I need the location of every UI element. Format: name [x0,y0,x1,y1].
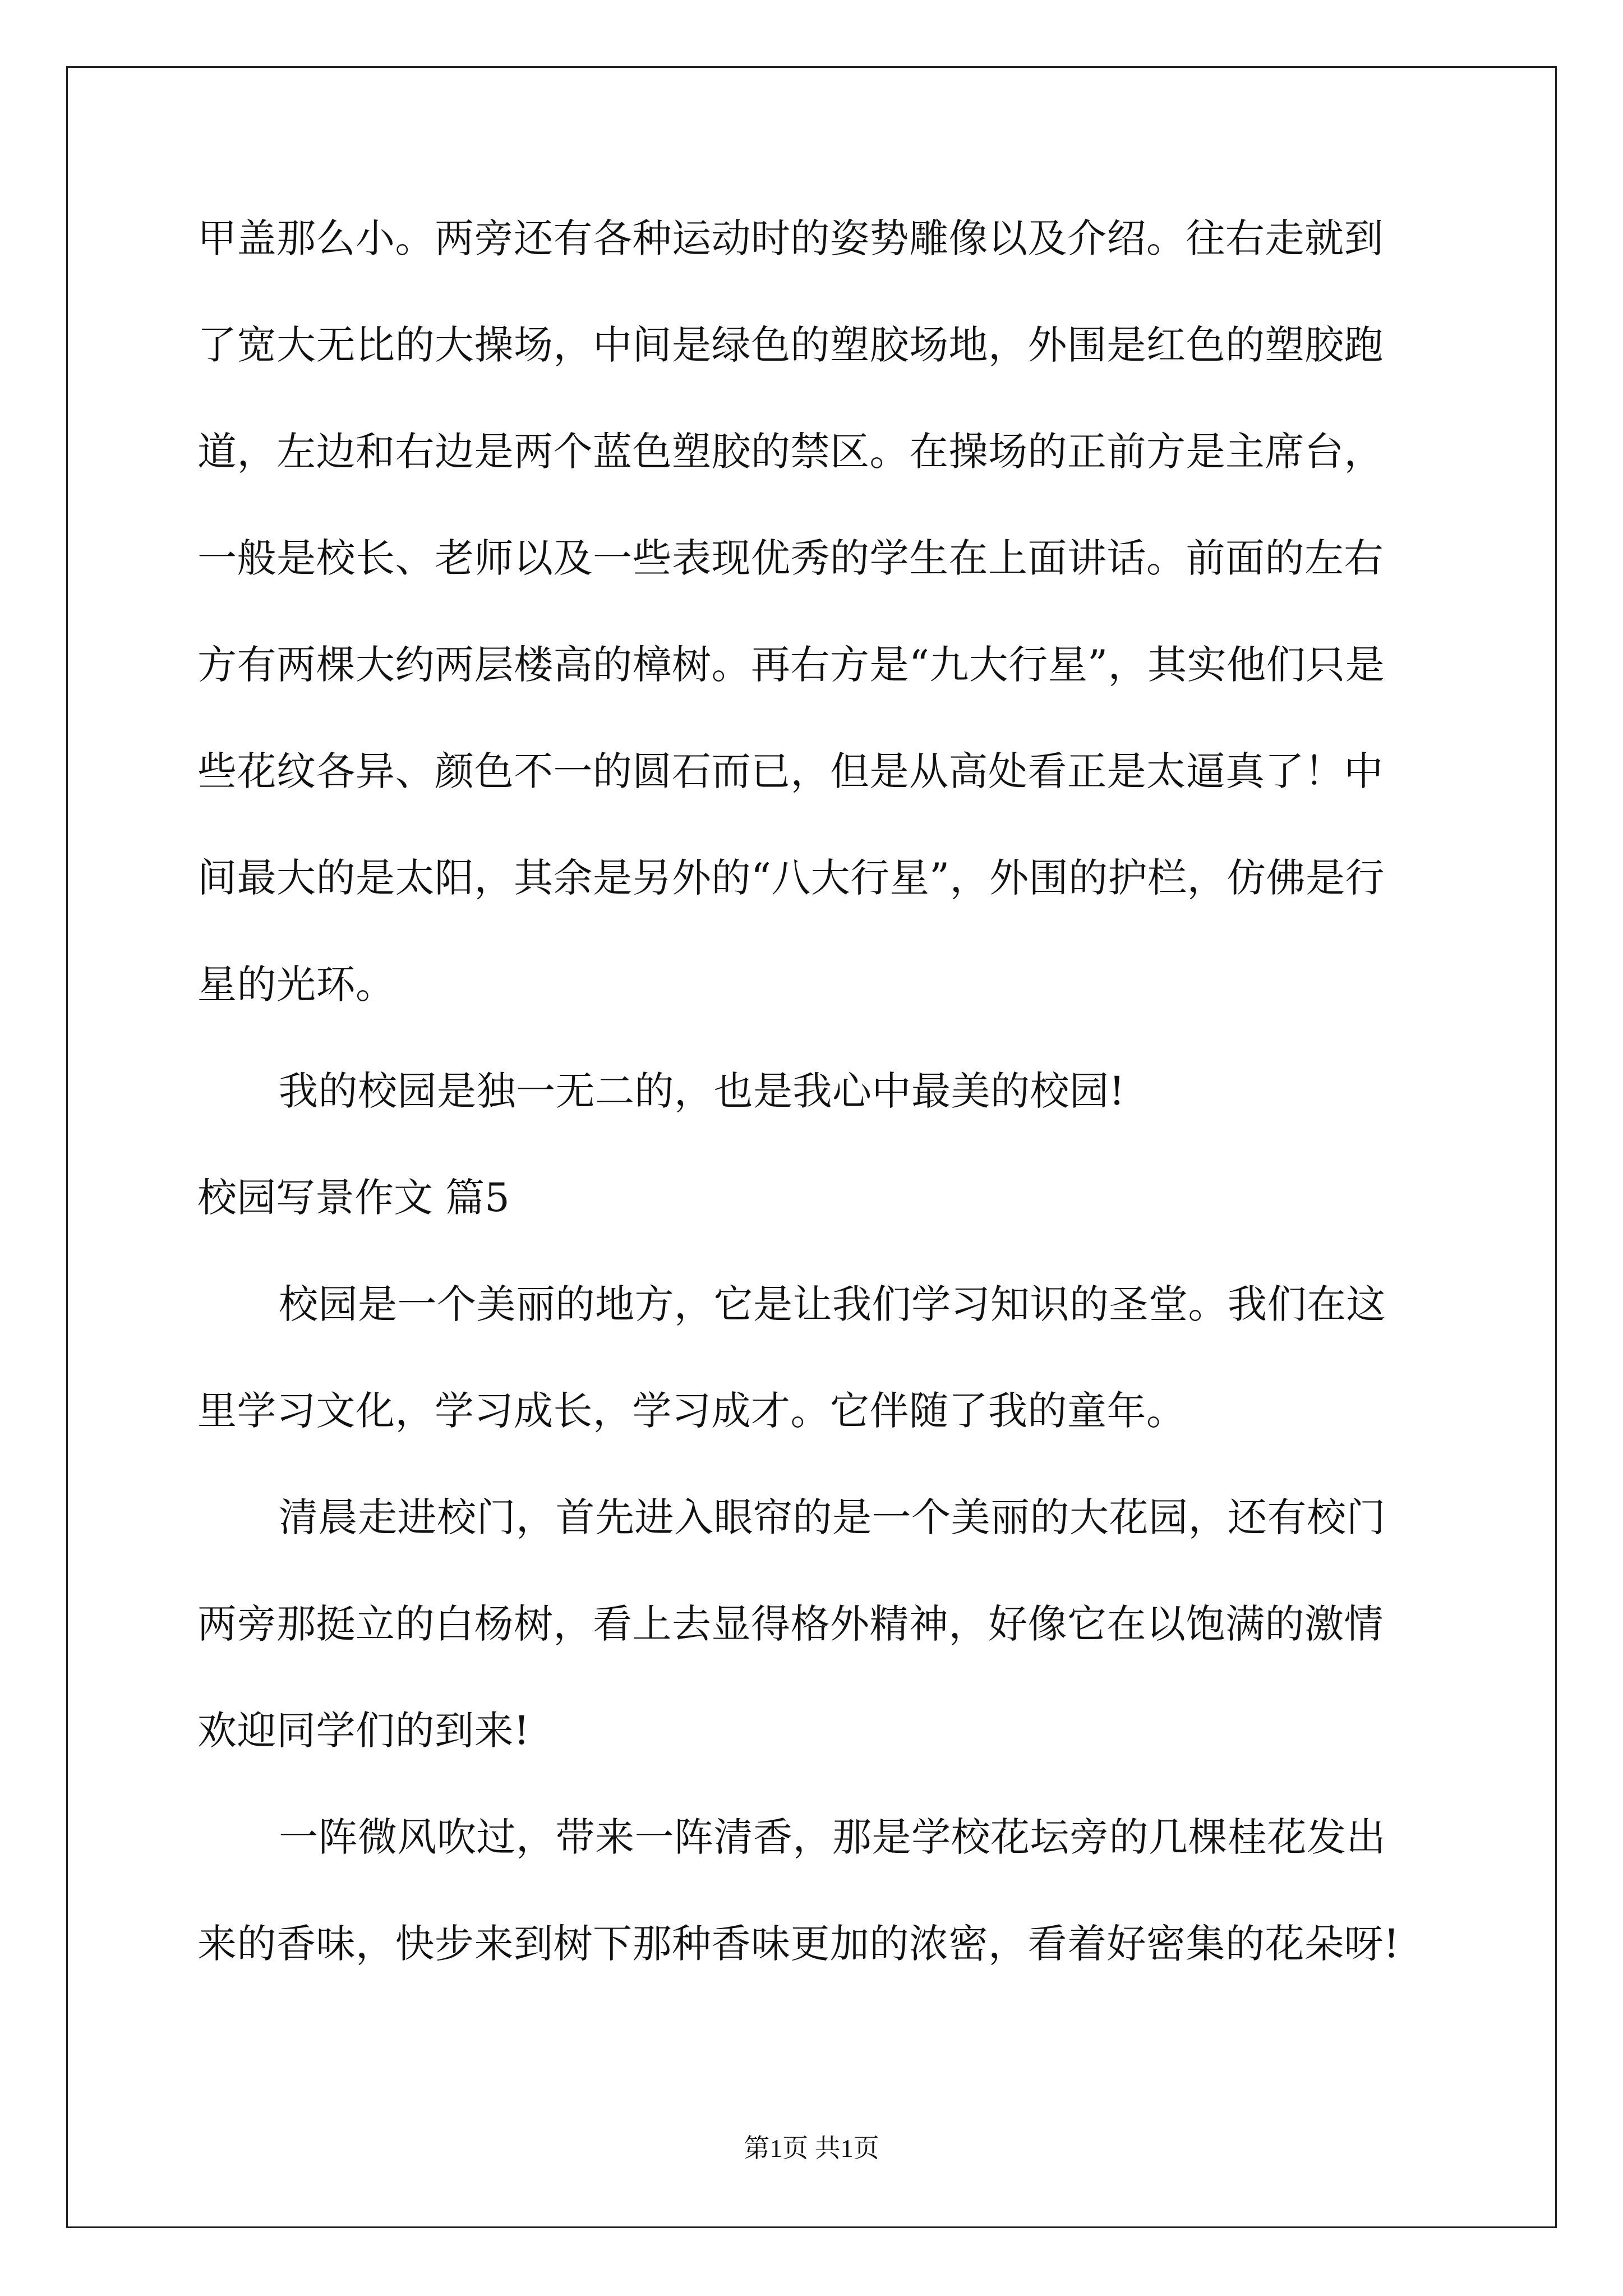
text-line: 一阵微风吹过，带来一阵清香，那是学校花坛旁的几棵桂花发出 [279,1814,1386,1860]
text-line: 甲盖那么小。两旁还有各种运动时的姿势雕像以及介绍。往右走就到 [197,215,1384,261]
text-line: 校园是一个美丽的地方，它是让我们学习知识的圣堂。我们在这 [279,1281,1386,1327]
text-line: 道，左边和右边是两个蓝色塑胶的禁区。在操场的正前方是主席台， [197,429,1384,475]
text-line: 方有两棵大约两层楼高的樟树。再右方是“九大行星”，其实他们只是 [197,642,1385,688]
text-line: 两旁那挺立的白杨树，看上去显得格外精神，好像它在以饱满的激情 [197,1601,1384,1647]
paragraph-closing: 我的校园是独一无二的，也是我心中最美的校园! [279,1068,1126,1114]
text-line: 一般是校长、老师以及一些表现优秀的学生在上面讲话。前面的左右 [197,535,1384,581]
text-line: 来的香味，快步来到树下那种香味更加的浓密，看着好密集的花朵呀! [197,1921,1400,1967]
text-line: 间最大的是太阳，其余是另外的“八大行星”，外围的护栏，仿佛是行 [197,855,1385,901]
text-line: 欢迎同学们的到来! [197,1708,530,1754]
page-footer: 第1页 共1页 [744,2134,879,2162]
text-line: 星的光环。 [197,961,395,1007]
text-line: 了宽大无比的大操场，中间是绿色的塑胶场地，外围是红色的塑胶跑 [197,322,1384,368]
text-line: 清晨走进校门，首先进入眼帘的是一个美丽的大花园，还有校门 [279,1494,1386,1540]
document-body [197,185,1431,1997]
section-title: 校园写景作文 篇5 [197,1175,510,1221]
text-line: 些花纹各异、颜色不一的圆石而已，但是从高处看正是太逼真了！中 [197,748,1384,794]
text-line: 里学习文化，学习成长，学习成才。它伴随了我的童年。 [197,1388,1186,1434]
